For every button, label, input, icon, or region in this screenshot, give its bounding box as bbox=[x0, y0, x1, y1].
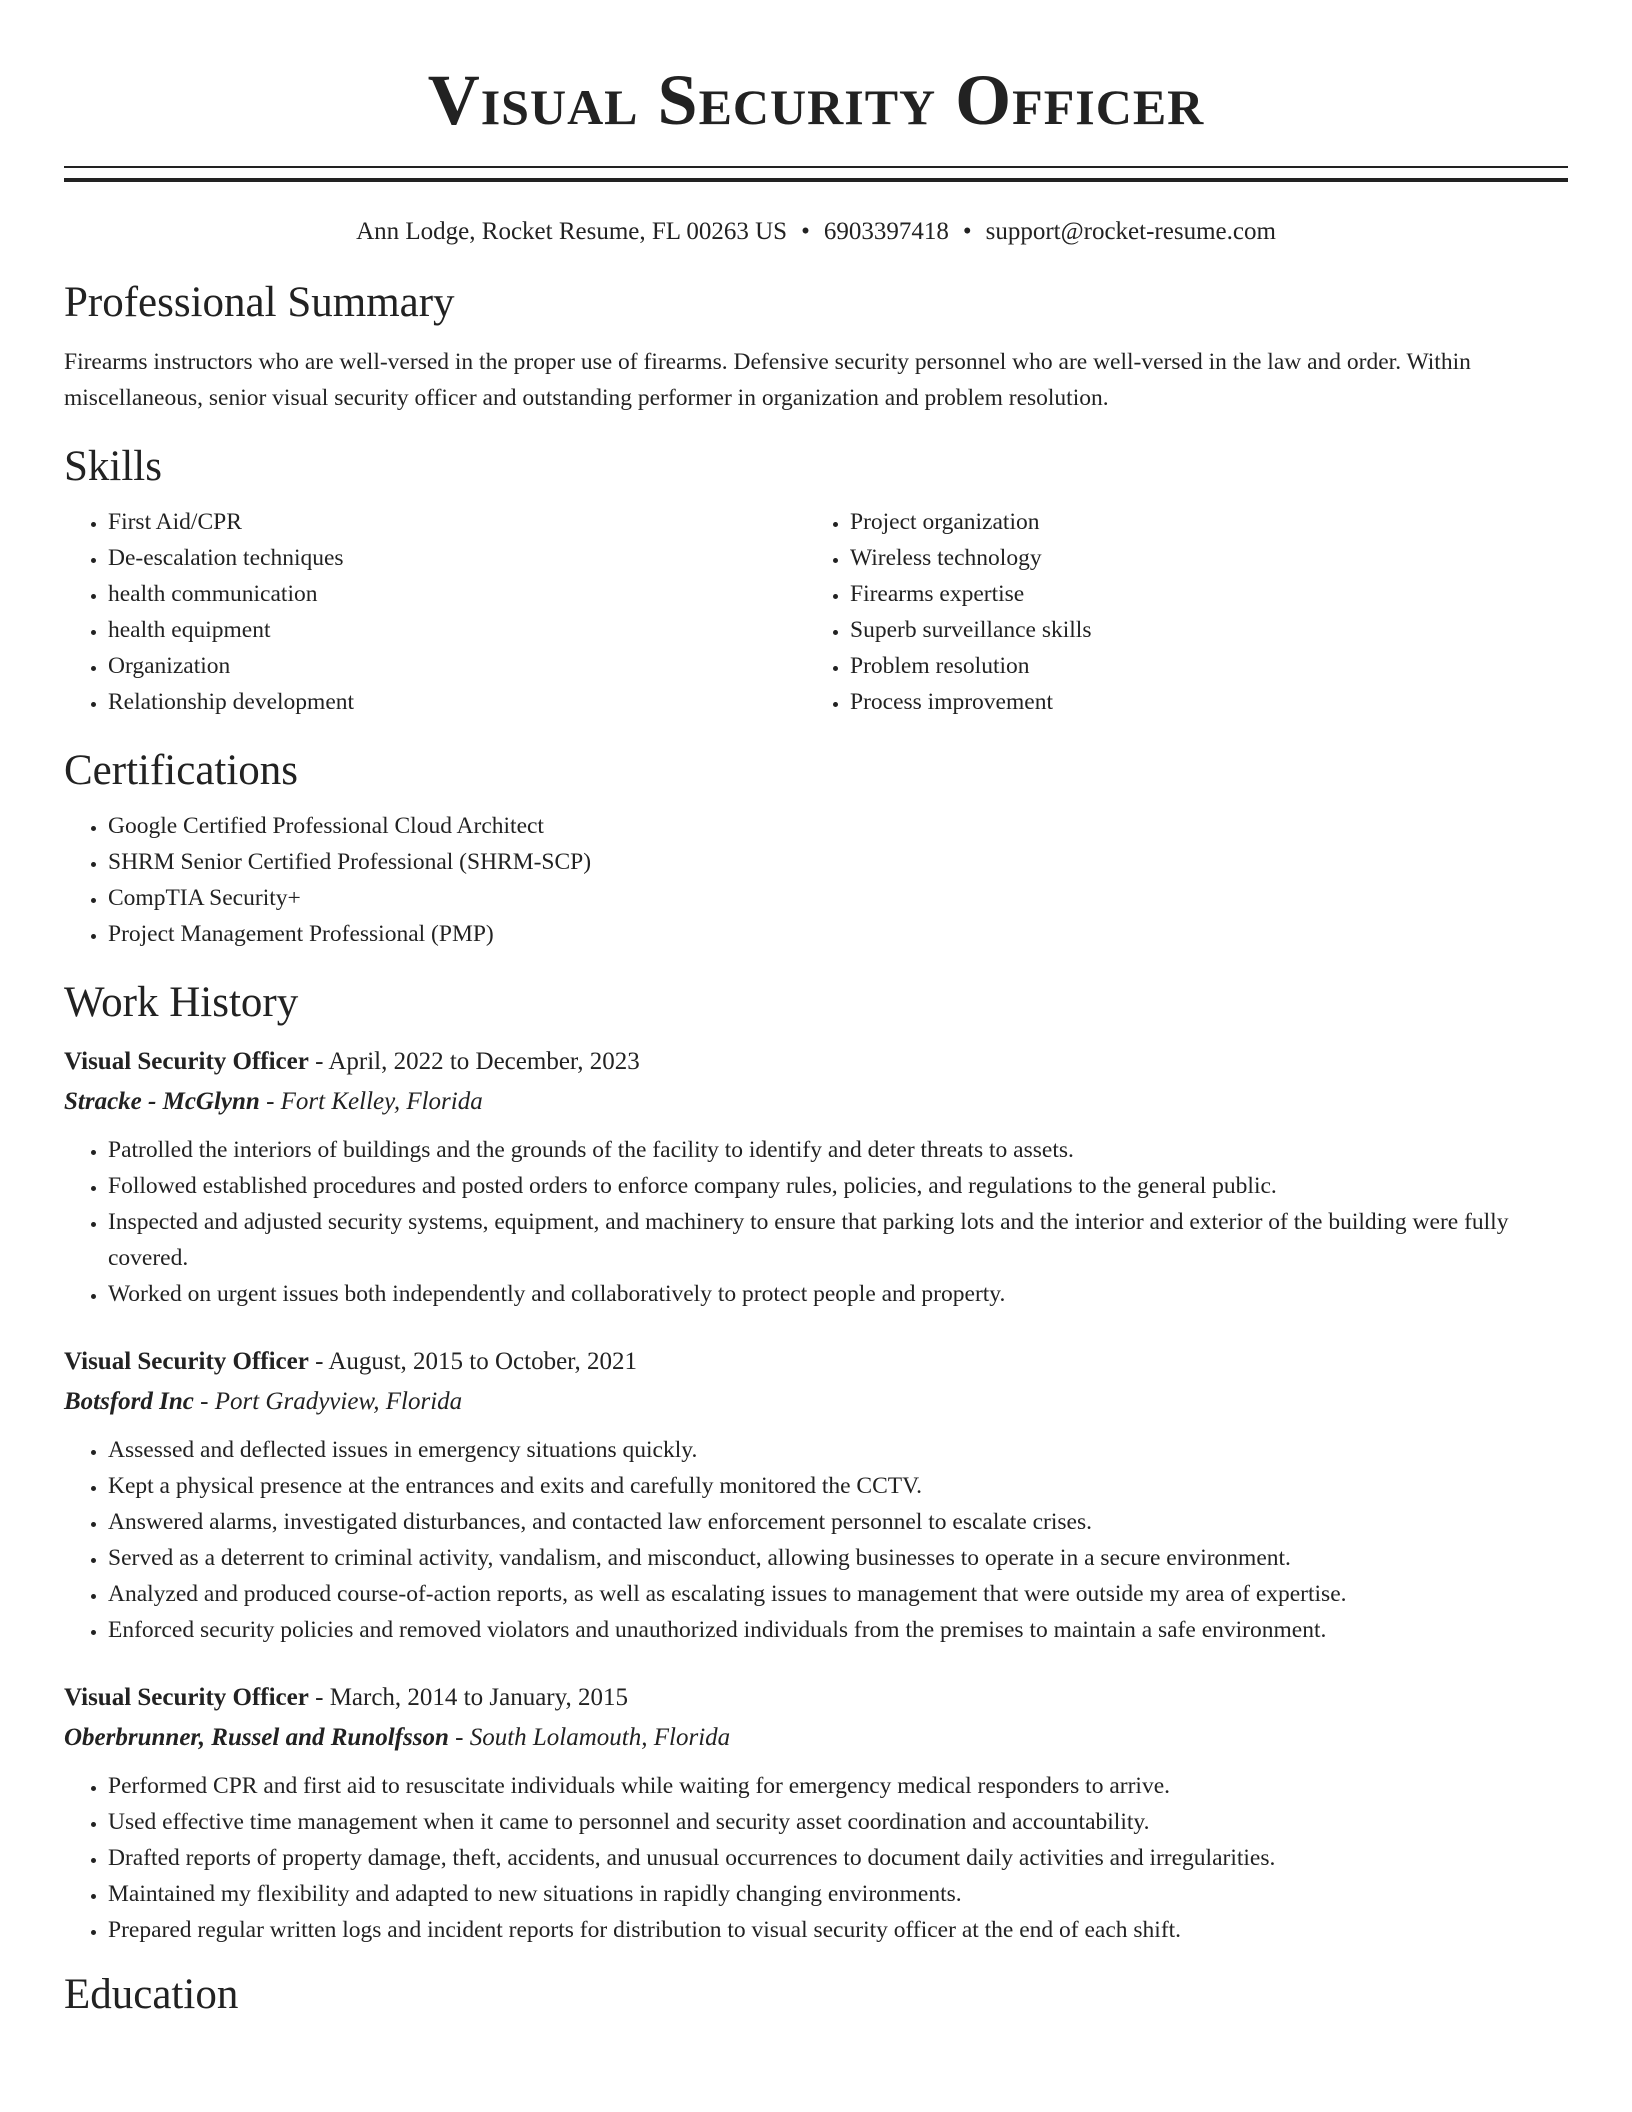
skill-item: • Problem resolution bbox=[850, 648, 1548, 684]
work-history-heading: Work History bbox=[64, 979, 299, 1026]
job-duties-list bbox=[64, 1768, 1568, 1948]
job-entry bbox=[64, 1342, 1568, 1648]
skill-item: • De-escalation techniques bbox=[108, 540, 806, 576]
job-duty: • Analyzed and produced course-of-action reports, as well as escalating issues to management that were outside my area of expertise. bbox=[108, 1576, 1568, 1612]
skill-item: • Process improvement bbox=[850, 684, 1548, 720]
job-duty: • Followed established procedures and posted orders to enforce company rules, policies, and regulations to the general public. bbox=[108, 1168, 1568, 1204]
job-dash: - bbox=[308, 1684, 330, 1711]
skill-item: • health equipment bbox=[108, 612, 806, 648]
skills-column-left bbox=[64, 504, 806, 720]
skills-heading: Skills bbox=[64, 443, 162, 490]
job-duty: • Used effective time management when it came to personnel and security asset coordination and accountability. bbox=[108, 1804, 1568, 1840]
job-duty: • Assessed and deflected issues in emergency situations quickly. bbox=[108, 1432, 1568, 1468]
skills-grid bbox=[64, 504, 1568, 720]
job-location: Fort Kelley, Florida bbox=[280, 1088, 483, 1115]
contact-separator: • bbox=[801, 218, 810, 245]
job-dash: - bbox=[259, 1088, 281, 1115]
job-duties-list bbox=[64, 1132, 1568, 1312]
job-title: Visual Security Officer bbox=[64, 1684, 309, 1711]
job-employer bbox=[64, 1082, 1568, 1122]
job-dates: April, 2022 to December, 2023 bbox=[328, 1048, 640, 1075]
skill-item: • Firearms expertise bbox=[850, 576, 1548, 612]
skill-item: • Superb surveillance skills bbox=[850, 612, 1548, 648]
job-entry bbox=[64, 1042, 1568, 1312]
certifications-heading: Certifications bbox=[64, 747, 299, 794]
job-entry bbox=[64, 1678, 1568, 1948]
certification-item: • Google Certified Professional Cloud Architect bbox=[108, 808, 1568, 844]
contact-address: Ann Lodge, Rocket Resume, FL 00263 US bbox=[356, 218, 788, 245]
job-duty: • Performed CPR and first aid to resuscitate individuals while waiting for emergency medical responders to arrive. bbox=[108, 1768, 1568, 1804]
skills-list-left bbox=[64, 504, 806, 720]
job-dates: August, 2015 to October, 2021 bbox=[328, 1348, 638, 1375]
skill-item: • Wireless technology bbox=[850, 540, 1548, 576]
job-duty: • Drafted reports of property damage, theft, accidents, and unusual occurrences to document daily activities and irregularities. bbox=[108, 1840, 1568, 1876]
job-company: Botsford Inc bbox=[64, 1388, 194, 1415]
job-header bbox=[64, 1042, 1568, 1082]
job-duty: • Worked on urgent issues both independently and collaboratively to protect people and property. bbox=[108, 1276, 1568, 1312]
contact-phone: 6903397418 bbox=[823, 218, 949, 245]
summary-text: Firearms instructors who are well-versed in the proper use of firearms. Defensive security personnel who are well-versed in the law and order. Within miscellaneous, senior visual security officer and outstanding performer in organization and problem resolution. bbox=[64, 349, 1471, 411]
job-duty: • Answered alarms, investigated disturbances, and contacted law enforcement personnel to escalate crises. bbox=[108, 1504, 1568, 1540]
job-duty: • Inspected and adjusted security systems, equipment, and machinery to ensure that parking lots and the interior and exterior of the building were fully covered. bbox=[108, 1204, 1568, 1276]
skill-item: • Project organization bbox=[850, 504, 1548, 540]
job-title: Visual Security Officer bbox=[64, 1348, 309, 1375]
job-company: Stracke - McGlynn bbox=[64, 1088, 260, 1115]
job-duty: • Enforced security policies and removed violators and unauthorized individuals from the premises to maintain a safe environment. bbox=[108, 1612, 1568, 1648]
skill-item: • health communication bbox=[108, 576, 806, 612]
job-duty: • Maintained my flexibility and adapted to new situations in rapidly changing environments. bbox=[108, 1876, 1568, 1912]
skill-item: • Relationship development bbox=[108, 684, 806, 720]
contact-line bbox=[64, 216, 1568, 248]
job-dash: - bbox=[193, 1388, 215, 1415]
job-dash: - bbox=[308, 1048, 329, 1075]
job-location: South Lolamouth, Florida bbox=[469, 1724, 731, 1751]
job-duties-list bbox=[64, 1432, 1568, 1648]
title-divider bbox=[64, 166, 1568, 182]
job-dates: March, 2014 to January, 2015 bbox=[329, 1684, 629, 1711]
job-duty: • Patrolled the interiors of buildings and the grounds of the facility to identify and deter threats to assets. bbox=[108, 1132, 1568, 1168]
certification-item: • SHRM Senior Certified Professional (SHRM-SCP) bbox=[108, 844, 1568, 880]
job-title: Visual Security Officer bbox=[64, 1048, 309, 1075]
contact-separator: • bbox=[962, 218, 972, 245]
job-company: Oberbrunner, Russel and Runolfsson bbox=[64, 1724, 449, 1751]
skill-item: • First Aid/CPR bbox=[108, 504, 806, 540]
skill-item: • Organization bbox=[108, 648, 806, 684]
skills-column-right bbox=[806, 504, 1548, 720]
job-employer bbox=[64, 1382, 1568, 1422]
education-heading: Education bbox=[64, 1971, 239, 2018]
job-employer bbox=[64, 1718, 1568, 1758]
job-duty: • Prepared regular written logs and incident reports for distribution to visual security officer at the end of each shift. bbox=[108, 1912, 1568, 1948]
job-header bbox=[64, 1342, 1568, 1382]
job-header bbox=[64, 1678, 1568, 1718]
job-dash: - bbox=[448, 1724, 470, 1751]
certifications-list bbox=[64, 808, 1568, 952]
skills-list-right bbox=[806, 504, 1548, 720]
job-duty: • Served as a deterrent to criminal activity, vandalism, and misconduct, allowing businesses to operate in a secure environment. bbox=[108, 1540, 1568, 1576]
contact-email: support@rocket-resume.com bbox=[985, 218, 1276, 245]
job-duty: • Kept a physical presence at the entrances and exits and carefully monitored the CCTV. bbox=[108, 1468, 1568, 1504]
certification-item: • Project Management Professional (PMP) bbox=[108, 916, 1568, 952]
job-location: Port Gradyview, Florida bbox=[214, 1388, 463, 1415]
summary-heading: Professional Summary bbox=[64, 279, 455, 326]
certification-item: • CompTIA Security+ bbox=[108, 880, 1568, 916]
resume-title: Visual Security Officer bbox=[427, 60, 1205, 140]
job-dash: - bbox=[308, 1348, 329, 1375]
